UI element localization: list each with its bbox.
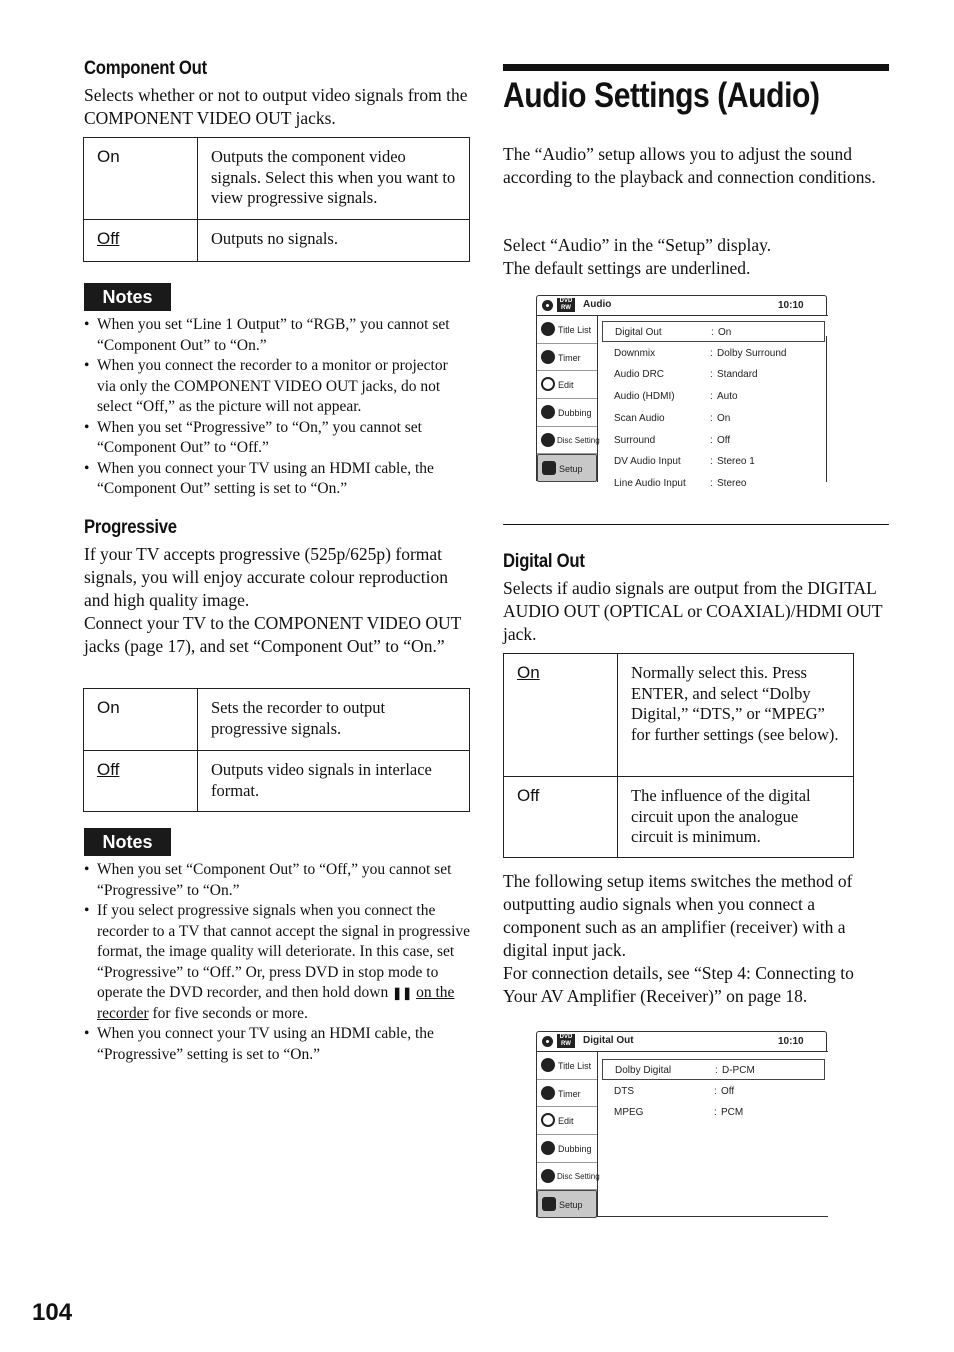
setting-name: Audio (HDMI) bbox=[614, 391, 675, 403]
setting-row-downmix[interactable]: Downmix : Dolby Surround bbox=[614, 347, 787, 359]
screen-time: 10:10 bbox=[778, 1036, 804, 1047]
setting-name: Dolby Digital bbox=[615, 1065, 672, 1076]
page-title: Audio Settings (Audio) bbox=[503, 76, 820, 115]
menu-label: Setup bbox=[559, 1200, 583, 1211]
setting-value: On bbox=[718, 327, 732, 338]
dvd-rw-badge: DVD RW bbox=[557, 1034, 575, 1048]
option-on-description: Outputs the component video signals. Select this when you want to view progressive signals. bbox=[198, 138, 470, 220]
instructions bbox=[503, 234, 889, 280]
note-item: • When you connect your TV using an HDMI cable, the “Component Out” setting is set to “On.” bbox=[84, 459, 470, 500]
select-instruction: Select “Audio” in the “Setup” display. bbox=[503, 235, 772, 255]
menu-setup[interactable] bbox=[537, 1190, 597, 1218]
setting-row-audio-drc[interactable]: Audio DRC : Standard bbox=[614, 369, 758, 381]
setting-value: Standard bbox=[717, 369, 758, 381]
menu-edit[interactable] bbox=[537, 1107, 597, 1135]
note-item: • When you set “Line 1 Output” to “RGB,” you cannot set “Component Out” to “On.” bbox=[84, 315, 470, 356]
explanation-paragraph-2: For connection details, see “Step 4: Connecting to Your AV Amplifier (Receiver)” on page 18. bbox=[503, 963, 854, 1006]
setup-menu bbox=[537, 1052, 598, 1216]
scissors-icon bbox=[541, 377, 555, 391]
screen-header bbox=[536, 295, 827, 315]
setup-icon bbox=[542, 1197, 556, 1211]
setting-value: PCM bbox=[721, 1107, 744, 1118]
screen-edge bbox=[826, 336, 827, 482]
note-item: • When you set “Component Out” to “Off,” you cannot set “Progressive” to “On.” bbox=[84, 860, 470, 901]
setting-name: Scan Audio bbox=[614, 412, 665, 424]
setting-row-dts[interactable]: DTS : Off bbox=[614, 1086, 735, 1097]
pause-icon: ❚❚ bbox=[392, 986, 413, 1000]
option-off-description: Outputs no signals. bbox=[198, 220, 470, 262]
note-item: • When you connect your TV using an HDMI cable, the “Progressive” setting is set to “On.” bbox=[84, 1024, 470, 1065]
option-on-description: Normally select this. Press ENTER, and select “Dolby Digital,” “DTS,” or “MPEG” for further settings (see below). bbox=[618, 654, 854, 777]
menu-setup[interactable] bbox=[537, 454, 597, 482]
setting-value: D-PCM bbox=[722, 1065, 755, 1076]
notes-list bbox=[84, 315, 470, 500]
setting-row-line-audio-input[interactable]: Line Audio Input : Stereo bbox=[614, 477, 747, 489]
menu-disc-setting[interactable] bbox=[537, 427, 600, 455]
disc-icon bbox=[542, 300, 553, 311]
setting-row-dv-audio-input[interactable]: DV Audio Input : Stereo 1 bbox=[614, 456, 755, 468]
setting-row-audio-hdmi[interactable]: Audio (HDMI) : Auto bbox=[614, 391, 738, 403]
digital-out-heading: Digital Out bbox=[503, 551, 585, 572]
setting-value: Off bbox=[717, 434, 731, 446]
setting-value: Stereo 1 bbox=[717, 456, 755, 468]
digital-out-explanation bbox=[503, 870, 889, 1008]
setting-row-scan-audio[interactable]: Scan Audio : On bbox=[614, 412, 731, 424]
menu-timer[interactable] bbox=[537, 344, 597, 372]
settings-list bbox=[602, 1057, 827, 1157]
setting-row-surround[interactable]: Surround : Off bbox=[614, 434, 731, 446]
digital-out-description: Selects if audio signals are output from the DIGITAL AUDIO OUT (OPTICAL or COAXIAL)/HDMI OUT jack. bbox=[503, 578, 883, 644]
menu-title-list[interactable] bbox=[537, 316, 597, 344]
screen-title: Digital Out bbox=[583, 1035, 634, 1046]
setting-name: MPEG bbox=[614, 1107, 644, 1118]
option-on-description: Sets the recorder to output progressive signals. bbox=[198, 689, 470, 751]
menu-label: Dubbing bbox=[558, 408, 592, 419]
digital-out-table bbox=[503, 653, 854, 858]
menu-dubbing[interactable] bbox=[537, 1135, 597, 1163]
setting-row-mpeg[interactable]: MPEG : PCM bbox=[614, 1107, 744, 1118]
notes-list bbox=[84, 860, 470, 1065]
setting-value: Off bbox=[721, 1086, 735, 1097]
menu-timer[interactable] bbox=[537, 1080, 597, 1108]
setting-name: Downmix bbox=[614, 347, 656, 359]
setting-value: Dolby Surround bbox=[717, 347, 787, 359]
menu-label: Timer bbox=[558, 1088, 581, 1099]
note-text: If you select progressive signals when you connect the recorder to a TV that cannot accept the signal in progressive format, the image quality will deteriorate. In this case, set “Progressive” to “Off.” Or, press DVD in stop mode to operate the DVD recorder, and then hold down bbox=[97, 902, 471, 1001]
setup-menu bbox=[537, 316, 598, 482]
option-off-description: The influence of the digital circuit upon the analogue circuit is minimum. bbox=[618, 777, 854, 858]
disc-icon bbox=[542, 1036, 553, 1047]
timer-icon bbox=[541, 1086, 555, 1100]
disc-setting-icon bbox=[541, 433, 555, 447]
menu-label: Dubbing bbox=[558, 1144, 592, 1155]
option-off-description: Outputs video signals in interlace format. bbox=[198, 751, 470, 812]
dvd-rw-badge: DVD RW bbox=[557, 298, 575, 312]
note-item: • When you connect the recorder to a monitor or projector via only the COMPONENT VIDEO OUT jacks, do not select “Off,” as the picture will not appear. bbox=[84, 356, 470, 418]
progressive-table bbox=[83, 688, 470, 812]
menu-label: Title List bbox=[558, 1061, 592, 1071]
title-rule bbox=[503, 64, 889, 71]
menu-label: Disc Setting bbox=[557, 435, 600, 445]
note-text: for five seconds or more. bbox=[148, 1004, 308, 1022]
notes-badge: Notes bbox=[84, 828, 171, 856]
setting-name: Surround bbox=[614, 434, 656, 446]
screen-header bbox=[536, 1031, 827, 1051]
setting-value: Auto bbox=[717, 391, 738, 403]
note-item: • When you set “Progressive” to “On,” you cannot set “Component Out” to “Off.” bbox=[84, 418, 470, 459]
menu-label: Timer bbox=[558, 352, 581, 363]
option-on-label: On bbox=[84, 138, 198, 220]
setup-icon bbox=[542, 461, 556, 475]
option-off-label: Off bbox=[504, 777, 618, 858]
notes-badge: Notes bbox=[84, 283, 171, 311]
setting-value: Stereo bbox=[717, 477, 747, 489]
setting-value: On bbox=[717, 412, 731, 424]
setting-name: Audio DRC bbox=[614, 369, 665, 381]
setting-row-dolby-digital[interactable]: Dolby Digital : D-PCM bbox=[602, 1059, 825, 1080]
menu-dubbing[interactable] bbox=[537, 399, 597, 427]
menu-label: Edit bbox=[558, 380, 574, 391]
title-list-icon bbox=[541, 322, 555, 336]
option-off-label: Off bbox=[84, 751, 198, 812]
option-on-label: On bbox=[504, 654, 618, 777]
menu-label: Title List bbox=[558, 325, 592, 335]
note-item bbox=[84, 901, 470, 1024]
title-list-icon bbox=[541, 1058, 555, 1072]
settings-list bbox=[602, 321, 827, 489]
progressive-description bbox=[84, 543, 470, 658]
audio-setup-screen bbox=[536, 295, 828, 489]
dubbing-icon bbox=[541, 1141, 555, 1155]
screen-title: Audio bbox=[583, 299, 612, 310]
screen-time: 10:10 bbox=[778, 300, 804, 311]
option-off-label: Off bbox=[84, 220, 198, 262]
screen-body bbox=[536, 315, 828, 489]
dubbing-icon bbox=[541, 405, 555, 419]
component-out-table bbox=[83, 137, 470, 262]
menu-label: Disc Setting bbox=[557, 1171, 600, 1181]
menu-label: Setup bbox=[559, 464, 583, 475]
scissors-icon bbox=[541, 1113, 555, 1127]
section-divider bbox=[503, 524, 889, 525]
intro-paragraph: The “Audio” setup allows you to adjust the sound according to the playback and connection conditions. bbox=[503, 144, 876, 187]
progressive-heading: Progressive bbox=[84, 517, 177, 538]
note-text-underlined: on the recorder bbox=[97, 984, 455, 1022]
digital-out-screen bbox=[536, 1031, 828, 1217]
default-note: The default settings are underlined. bbox=[503, 258, 751, 278]
progressive-description-1: If your TV accepts progressive (525p/625p) format signals, you will enjoy accurate colour reproduction and high quality image. bbox=[84, 544, 448, 610]
menu-title-list[interactable] bbox=[537, 1052, 597, 1080]
setting-name: DTS bbox=[614, 1086, 634, 1097]
setting-name: Digital Out bbox=[615, 327, 662, 338]
timer-icon bbox=[541, 350, 555, 364]
screen-body bbox=[536, 1051, 828, 1217]
menu-edit[interactable] bbox=[537, 371, 597, 399]
setting-name: Line Audio Input bbox=[614, 477, 686, 489]
option-on-label: On bbox=[84, 689, 198, 751]
progressive-description-2: Connect your TV to the COMPONENT VIDEO OUT jacks (page 17), and set “Component Out” to “On.” bbox=[84, 613, 462, 656]
component-out-description: Selects whether or not to output video signals from the COMPONENT VIDEO OUT jacks. bbox=[84, 85, 468, 128]
page-number: 104 bbox=[32, 1299, 73, 1326]
menu-label: Edit bbox=[558, 1116, 574, 1127]
disc-setting-icon bbox=[541, 1169, 555, 1183]
explanation-paragraph-1: The following setup items switches the method of outputting audio signals when you connect a component such as an amplifier (receiver) with a digital input jack. bbox=[503, 871, 853, 960]
setting-name: DV Audio Input bbox=[614, 456, 681, 468]
menu-disc-setting[interactable] bbox=[537, 1163, 600, 1191]
component-out-heading: Component Out bbox=[84, 58, 207, 79]
setting-row-digital-out[interactable]: Digital Out : On bbox=[602, 321, 825, 342]
